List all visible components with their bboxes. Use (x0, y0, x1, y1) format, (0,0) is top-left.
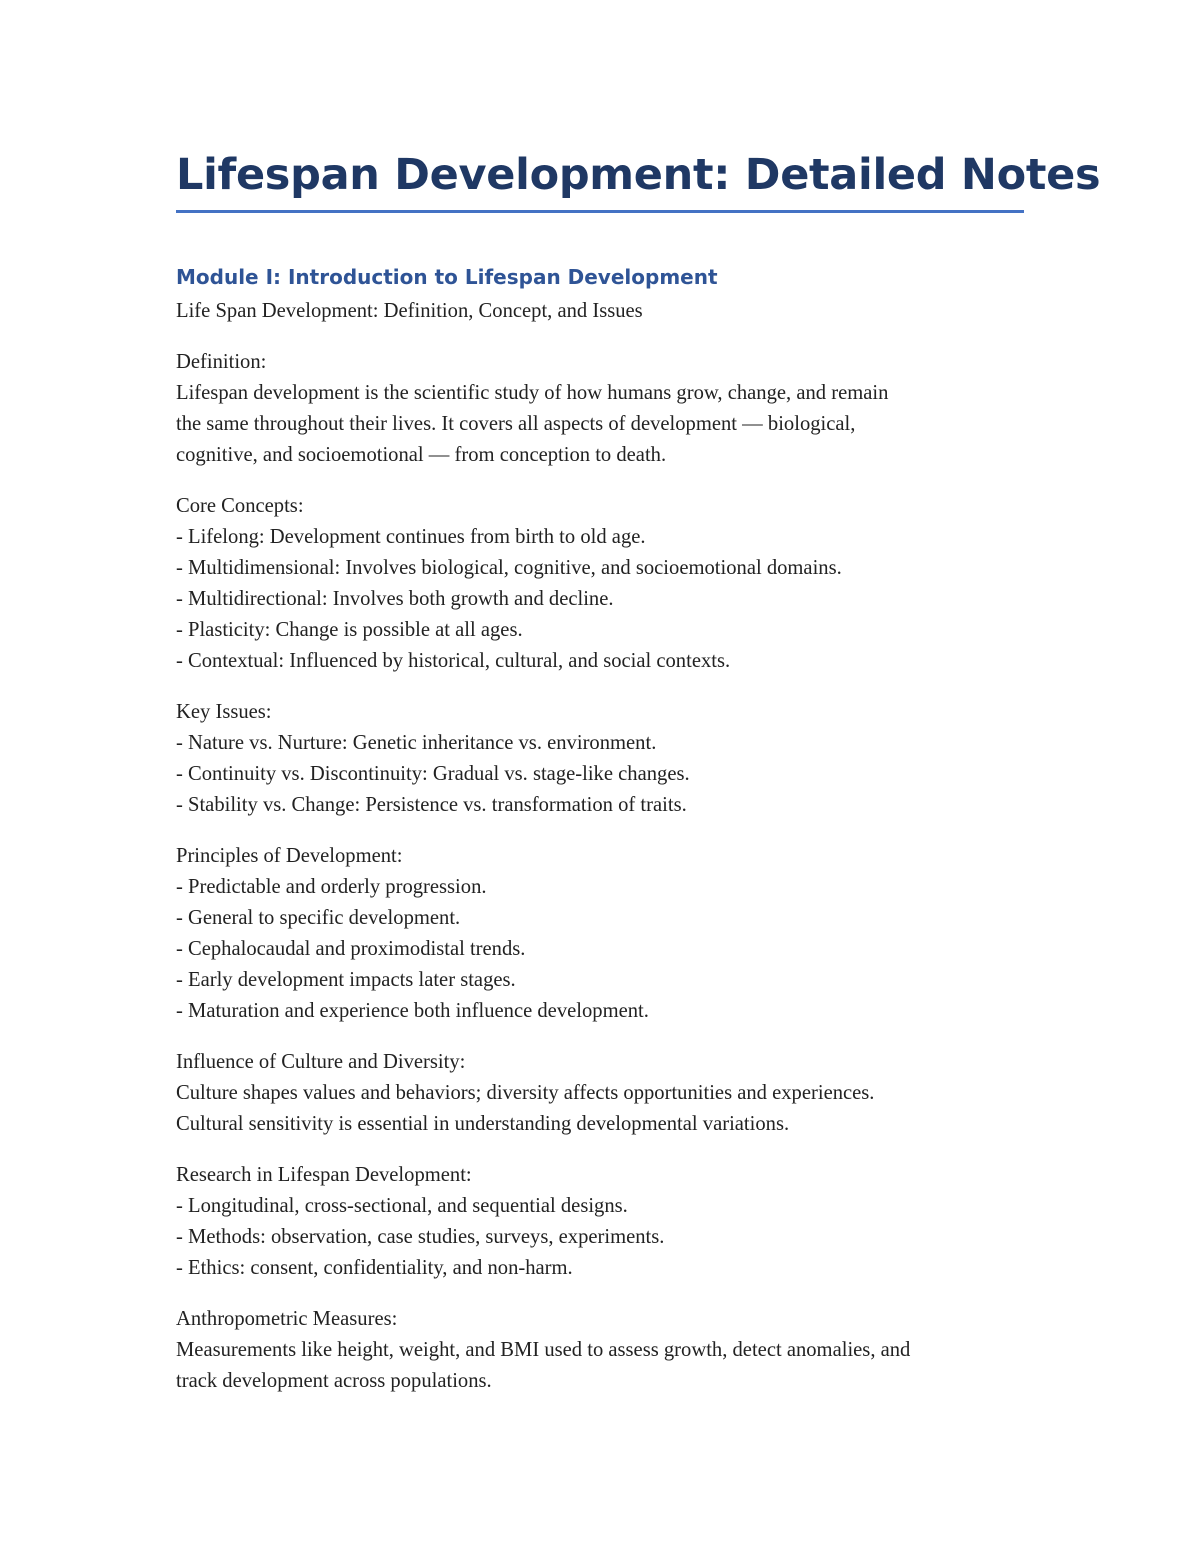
section-heading: Influence of Culture and Diversity: (176, 1051, 466, 1073)
list-item: - Early development impacts later stages. (176, 969, 516, 991)
list-item: - Multidirectional: Involves both growth and decline. (176, 588, 614, 610)
document-title: Lifespan Development: Detailed Notes (176, 150, 1101, 200)
section-heading: Core Concepts: (176, 495, 304, 517)
list-item: - General to specific development. (176, 907, 461, 929)
paragraph-line: Lifespan development is the scientific study of how humans grow, change, and remain (176, 382, 889, 404)
list-item: - Ethics: consent, confidentiality, and non-harm. (176, 1257, 573, 1279)
list-item: - Maturation and experience both influence development. (176, 1000, 649, 1022)
paragraph-line: Measurements like height, weight, and BMI used to assess growth, detect anomalies, and (176, 1339, 911, 1361)
list-item: - Lifelong: Development continues from birth to old age. (176, 526, 646, 548)
research-section (176, 1160, 1026, 1284)
list-item: - Plasticity: Change is possible at all ages. (176, 619, 523, 641)
paragraph-line: Cultural sensitivity is essential in understanding developmental variations. (176, 1113, 790, 1135)
section-heading: Principles of Development: (176, 845, 403, 867)
anthropometric-section (176, 1304, 1026, 1397)
document-page (176, 140, 1101, 1417)
core-concepts-section (176, 491, 1026, 677)
list-item: - Stability vs. Change: Persistence vs. transformation of traits. (176, 794, 687, 816)
list-item: - Cephalocaudal and proximodistal trends. (176, 938, 526, 960)
paragraph-line: the same throughout their lives. It covers all aspects of development — biological, (176, 413, 856, 435)
list-item: - Continuity vs. Discontinuity: Gradual vs. stage-like changes. (176, 763, 690, 785)
section-heading: Definition: (176, 351, 267, 373)
module-subtitle: Life Span Development: Definition, Concept, and Issues (176, 300, 643, 322)
definition-section (176, 347, 1026, 471)
paragraph-line: track development across populations. (176, 1370, 492, 1392)
list-item: - Contextual: Influenced by historical, cultural, and social contexts. (176, 650, 731, 672)
section-heading: Research in Lifespan Development: (176, 1164, 472, 1186)
list-item: - Nature vs. Nurture: Genetic inheritance vs. environment. (176, 732, 657, 754)
paragraph-line: cognitive, and socioemotional — from conception to death. (176, 444, 667, 466)
culture-section (176, 1047, 1026, 1140)
section-heading: Anthropometric Measures: (176, 1308, 398, 1330)
section-heading: Key Issues: (176, 701, 272, 723)
title-underline-rule (176, 210, 1024, 213)
principles-section (176, 841, 1026, 1027)
list-item: - Longitudinal, cross-sectional, and sequential designs. (176, 1195, 628, 1217)
key-issues-section (176, 697, 1026, 821)
list-item: - Predictable and orderly progression. (176, 876, 487, 898)
list-item: - Multidimensional: Involves biological, cognitive, and socioemotional domains. (176, 557, 842, 579)
module-heading: Module I: Introduction to Lifespan Development (176, 265, 718, 289)
list-item: - Methods: observation, case studies, surveys, experiments. (176, 1226, 665, 1248)
paragraph-line: Culture shapes values and behaviors; diversity affects opportunities and experiences. (176, 1082, 875, 1104)
